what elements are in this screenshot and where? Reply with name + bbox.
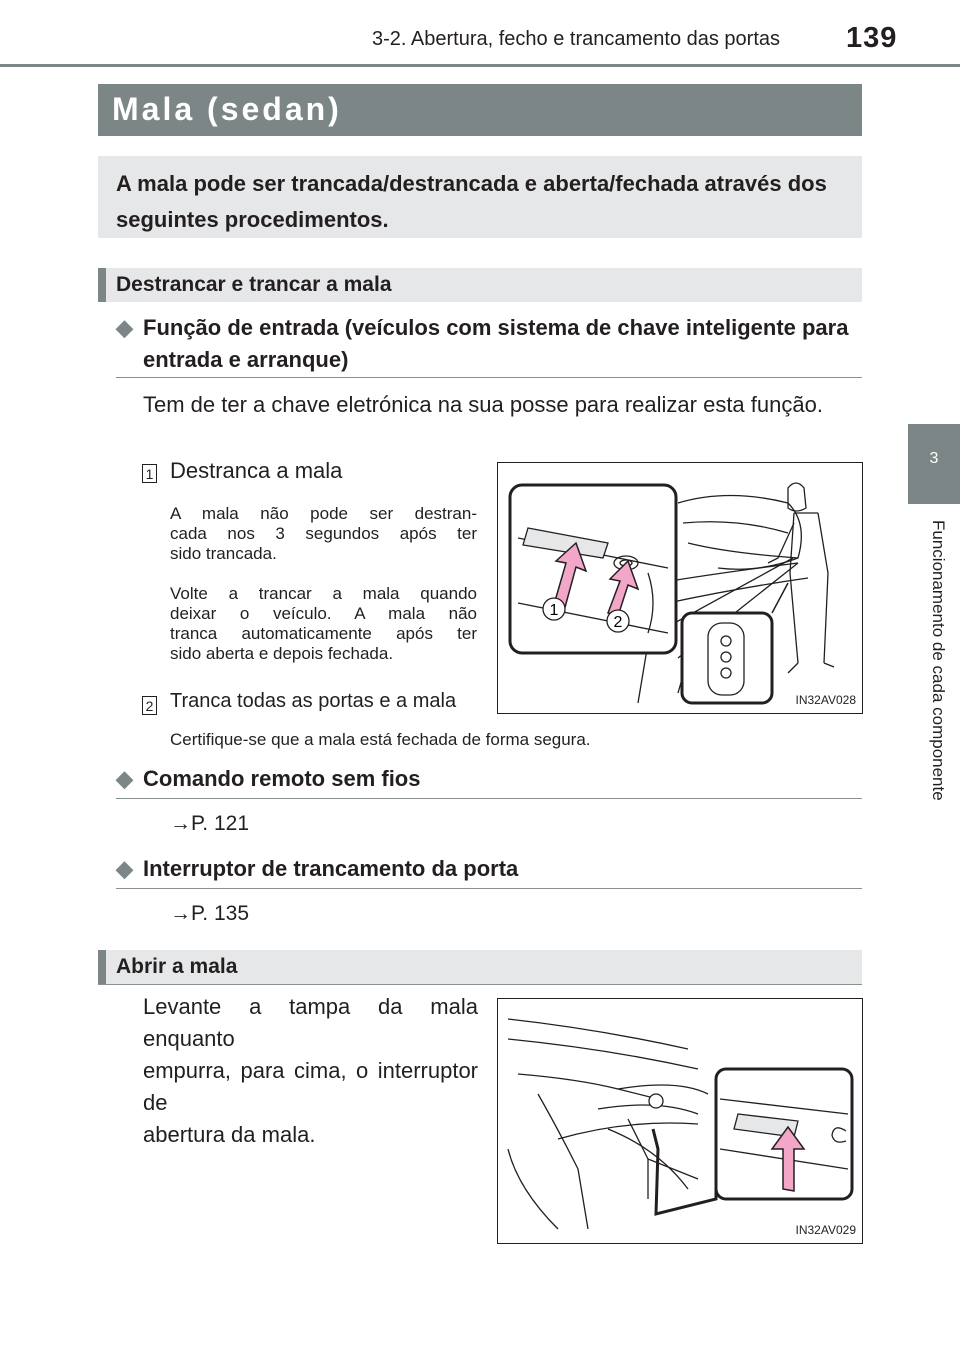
header-rule [0, 64, 960, 67]
section-title: Mala (sedan) [112, 91, 342, 127]
entry-function-heading: ◆ Função de entrada (veículos com sistema de chave inteligente para entrada e arranque) [116, 312, 862, 376]
figure-trunk-open [497, 998, 863, 1244]
entry-function-body: Tem de ter a chave eletrónica na sua posse para realizar esta função. [143, 392, 823, 417]
step1-note-1: A mala não pode ser destran- cada nos 3 segundos após ter sido trancada. [170, 504, 477, 563]
key-callout-box [682, 613, 772, 703]
step1-note-2: Volte a trancar a mala quando deixar o veículo. A mala não tranca automaticamente após ter sido aberta e depois fechada. [170, 584, 477, 663]
chapter-number: 3 [929, 450, 939, 467]
figure-code-1: IN32AV028 [795, 693, 856, 707]
heading-rule [116, 798, 862, 799]
open-body: Levante a tampa da mala enquanto empurra, para cima, o interruptor de abertura da mala. [143, 994, 478, 1147]
section-title-bar [98, 84, 862, 136]
intro-box [98, 156, 862, 238]
door-switch-page-ref[interactable]: →P. 135 [170, 902, 250, 925]
zoom-callout-box [510, 485, 676, 653]
diamond-bullet-icon: ◆ [116, 315, 133, 340]
intro-text: A mala pode ser trancada/destrancada e aberta/fechada através dos seguintes procedimentos. [116, 171, 827, 232]
step2-label: Tranca todas as portas e a mala [170, 690, 457, 712]
remote-heading: ◆ Comando remoto sem fios [116, 763, 862, 795]
callout-2-label: 2 [613, 614, 623, 631]
figure-trunk-lock [497, 462, 863, 714]
subsection-heading-lock: Destrancar e trancar a mala [98, 268, 862, 302]
step-number-1: 1 [142, 464, 157, 483]
running-header: 3-2. Abertura, fecho e trancamento das portas [372, 28, 781, 50]
diamond-bullet-icon: ◆ [116, 766, 133, 791]
heading-rule [116, 377, 862, 378]
trunk-open-illustration [498, 999, 862, 1243]
door-switch-heading: ◆ Interruptor de trancamento da porta [116, 853, 862, 885]
page-number: 139 [846, 22, 898, 54]
figure-code-2: IN32AV029 [795, 1223, 856, 1237]
step2-note: Certifique-se que a mala está fechada de forma segura. [170, 730, 591, 749]
remote-page-ref[interactable]: →P. 121 [170, 812, 250, 835]
diamond-bullet-icon: ◆ [116, 856, 133, 881]
callout-1-label: 1 [549, 602, 559, 619]
heading-rule [98, 984, 862, 985]
heading-rule [116, 888, 862, 889]
trunk-lock-illustration [498, 463, 862, 713]
subsection-heading-open: Abrir a mala [98, 950, 862, 984]
step1-label: Destranca a mala [170, 458, 343, 483]
step-number-2: 2 [142, 696, 157, 715]
chapter-label: Funcionamento de cada componente [929, 520, 948, 801]
